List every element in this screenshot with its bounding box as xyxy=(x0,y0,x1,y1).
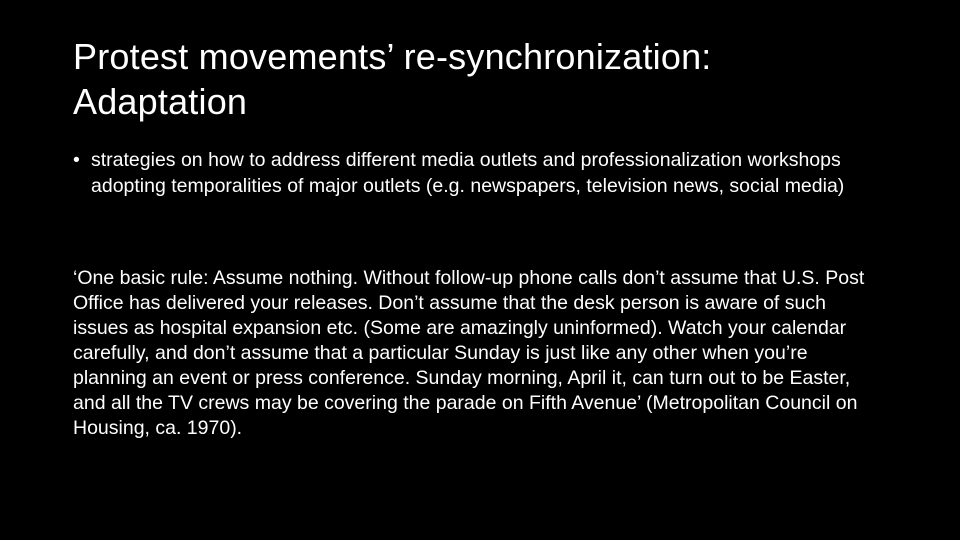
slide-title: Protest movements’ re-synchronization: Adaptation xyxy=(73,36,712,122)
bullet-marker: • xyxy=(73,149,80,171)
bullet-item xyxy=(73,147,893,199)
quote-paragraph: ‘One basic rule: Assume nothing. Without follow-up phone calls don’t assume that U.S. Post Office has delivered your releases. Don’t assume that the desk person is aware of such issues as hospital expansion etc. (Some are amazingly uninformed). Watch your calendar carefully, and don’t assume that a particular Sunday is just like any other when you’re planning an event or press conference. Sunday morning, April it, can turn out to be Easter, and all the TV crews may be covering the parade on Fifth Avenue’ (Metropolitan Council on Housing, ca. 1970). xyxy=(73,267,865,439)
bullet-list xyxy=(73,147,893,199)
bullet-text: strategies on how to address different media outlets and professionalization workshops adopting temporalities of major outlets (e.g. newspapers, television news, social media) xyxy=(91,149,845,197)
